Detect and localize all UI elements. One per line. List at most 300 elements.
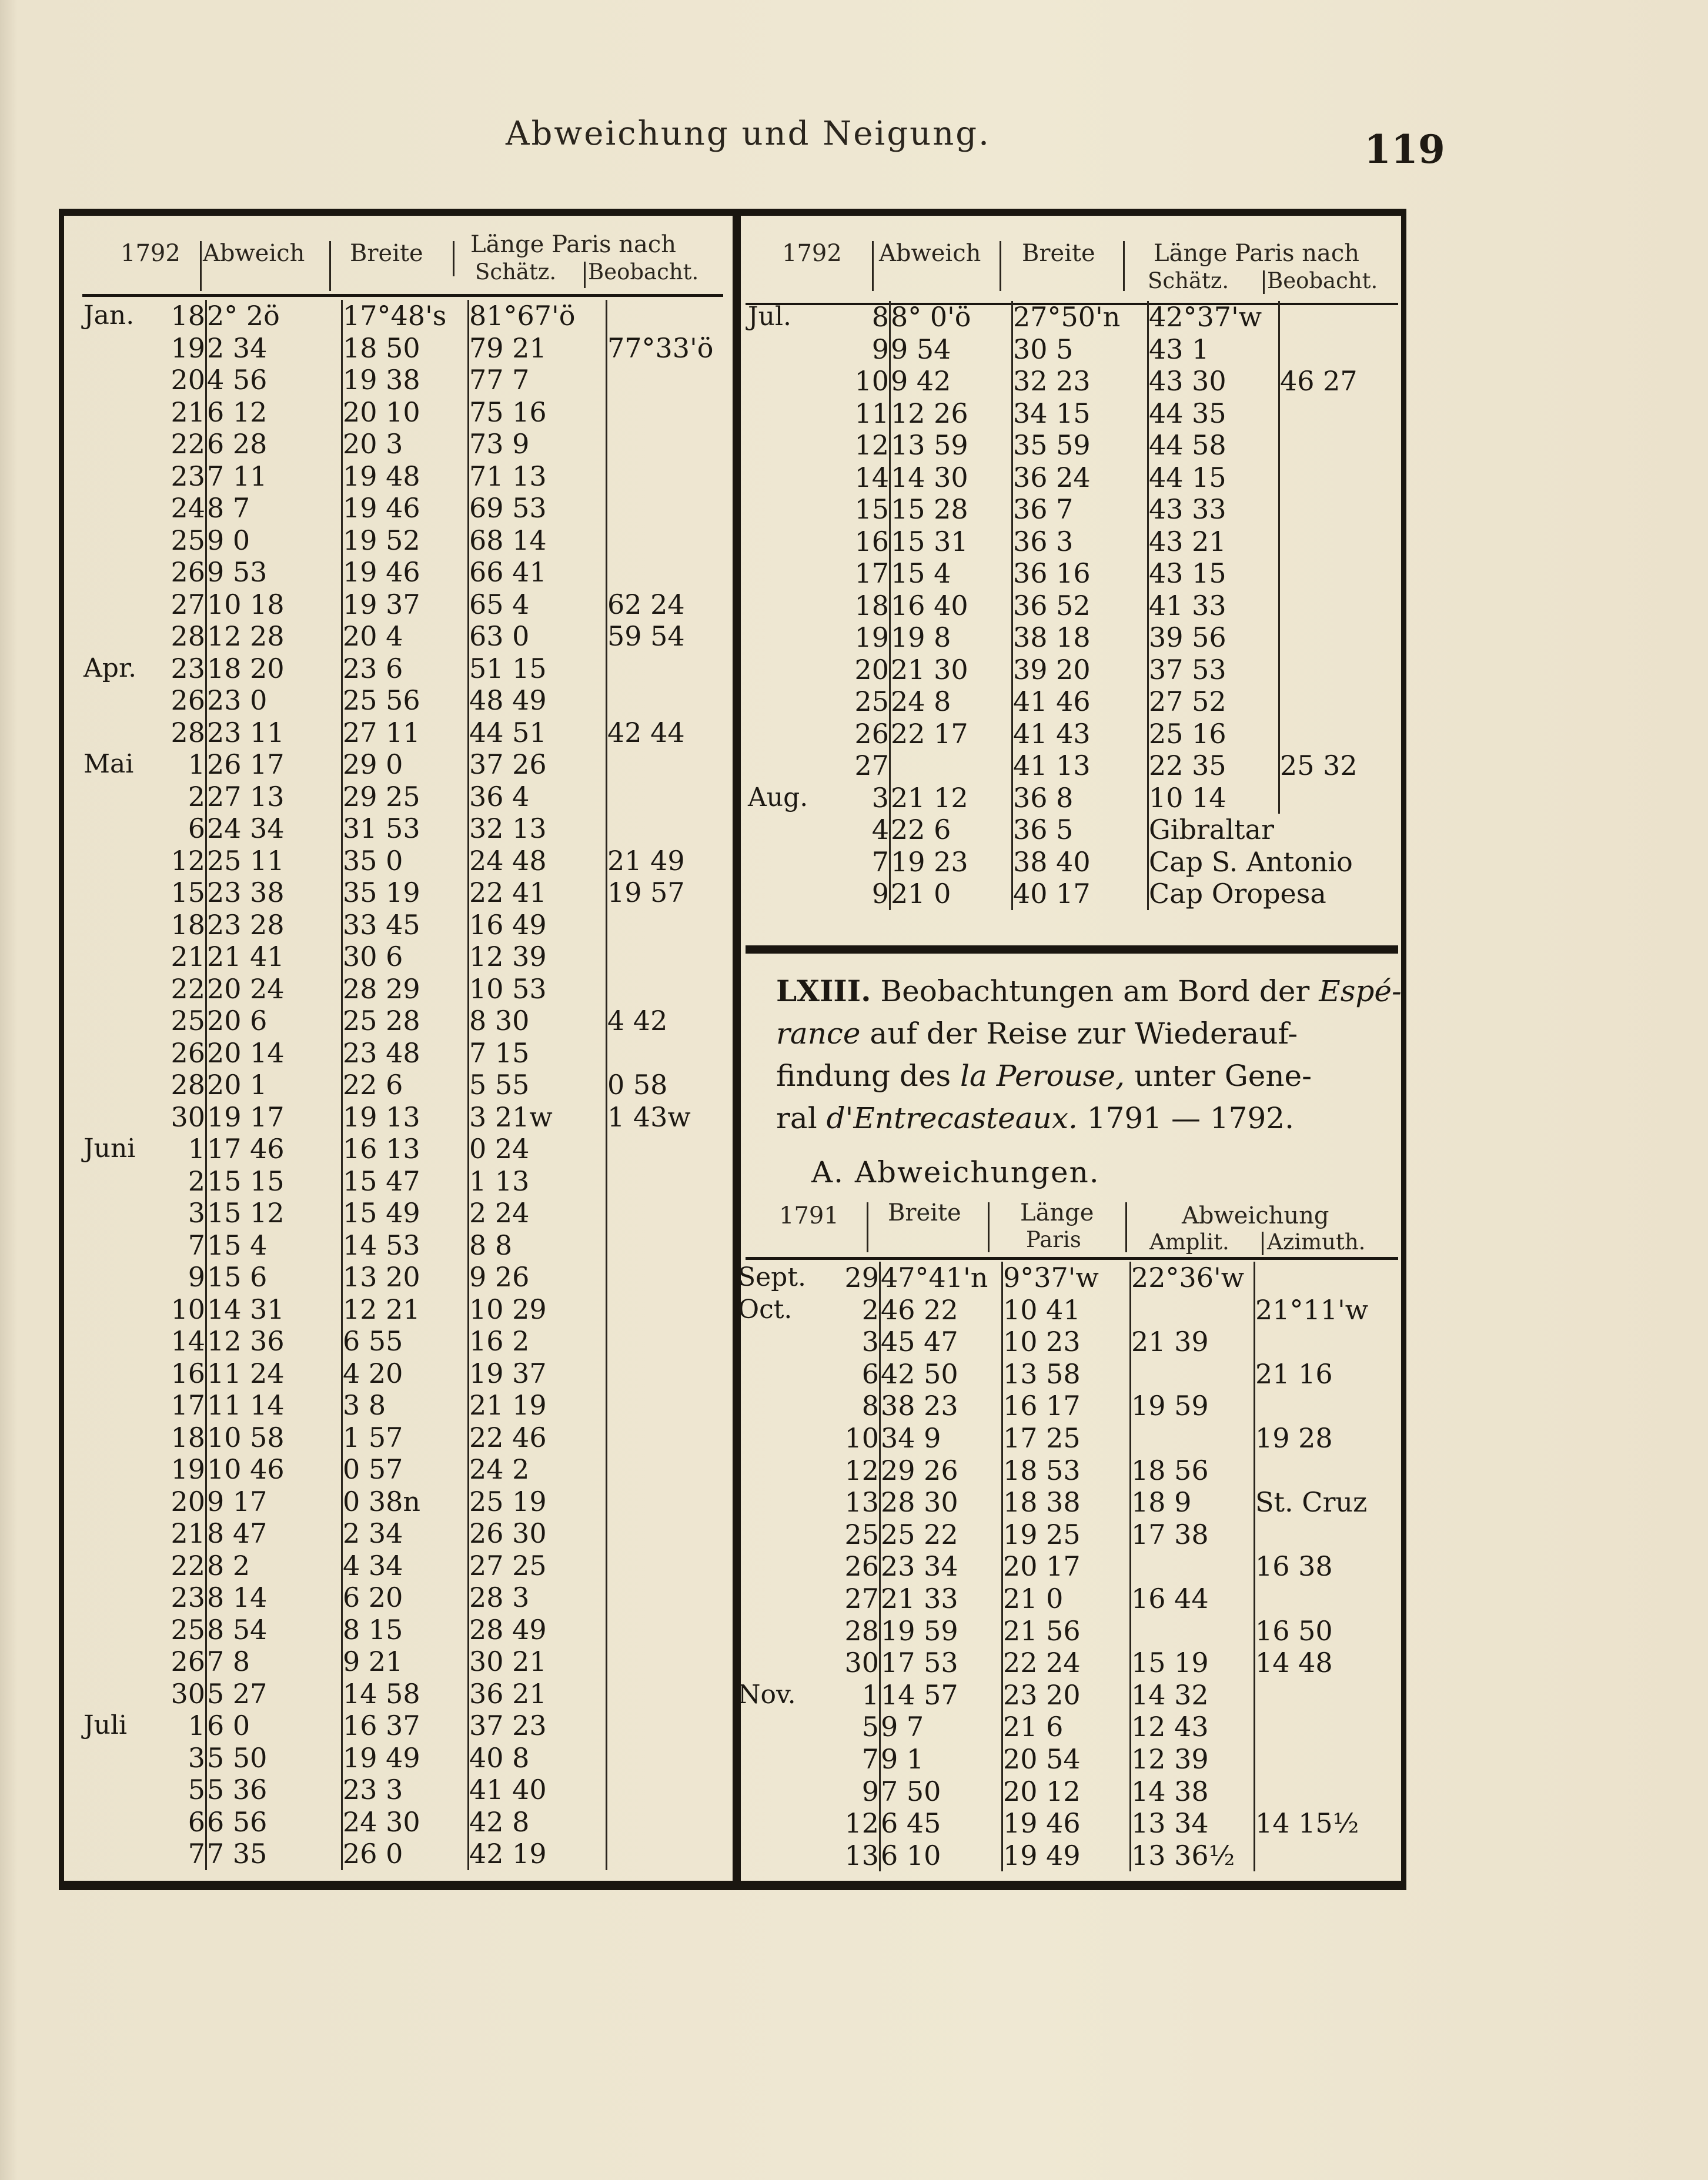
section-line: [776, 1012, 1393, 1055]
table2-row-cell: 22°36'w: [1131, 1262, 1255, 1294]
left-table-row-cell: 5 36: [206, 1774, 342, 1806]
right-table-row-cell: 41 43: [1012, 718, 1148, 750]
right-table-row-cell: 3: [871, 781, 889, 814]
left-table-row-cell: 73 9: [469, 428, 607, 460]
table2-row-cell: 47°41'n: [880, 1262, 1002, 1294]
left-table-row: [83, 1453, 734, 1486]
left-table-row-cell: [83, 684, 163, 717]
section-text-italic: la Perouse,: [960, 1059, 1125, 1093]
table2-row-cell: 17 38: [1131, 1519, 1255, 1551]
left-table-row-cell: 19 37: [469, 1358, 607, 1390]
table2-row: [738, 1390, 1382, 1422]
table2-row-cell: 29 26: [880, 1455, 1002, 1487]
right-table-row-cell: 27°50'n: [1012, 301, 1148, 333]
left-table-row-cell: 11 14: [206, 1389, 342, 1422]
table2-row-cell: 18 53: [1002, 1455, 1131, 1487]
left-table-row-cell: 26: [171, 684, 205, 716]
right-table-row-cell: 36 7: [1012, 493, 1148, 526]
table2-row-cell: [738, 1807, 826, 1840]
left-table-row-cell: 26 0: [342, 1838, 469, 1870]
table2-row-cell: 18 38: [1002, 1486, 1131, 1519]
left-table-row-cell: 27: [171, 588, 205, 620]
left-table-row-cell: 23 38: [206, 877, 342, 909]
left-table-row-cell: 37 26: [469, 748, 607, 781]
left-table-row-cell: 21: [171, 941, 205, 972]
right-table-row-cell: [890, 750, 1012, 782]
table2-row-cell: 16 50: [1255, 1615, 1382, 1647]
table2-row-cell: 20 12: [1002, 1776, 1131, 1808]
left-table-row-cell: [83, 1550, 163, 1582]
table2-row-cell: 9°37'w: [1002, 1262, 1131, 1294]
left-table-row-cell: [83, 1037, 163, 1069]
table2-row-cell: 19 59: [880, 1615, 1002, 1647]
left-table-row-cell: [83, 1806, 163, 1838]
left-table-row-cell: 30 21: [469, 1646, 607, 1678]
left-table-row-cell: 9 0: [206, 524, 342, 557]
table2-row-cell: Oct.: [738, 1294, 793, 1325]
left-table-row-cell: [607, 1550, 734, 1582]
left-table-row-cell: [83, 813, 163, 845]
right-table-row-cell: [748, 621, 836, 654]
left-table-row: [83, 1581, 734, 1614]
table2-header-breite: Breite: [888, 1199, 961, 1226]
table2-row-cell: Nov.: [738, 1679, 796, 1710]
left-table-row-cell: [83, 1581, 163, 1614]
left-header-breite: Breite: [350, 240, 423, 267]
section-text: Beobachtungen am Bord der: [871, 974, 1319, 1008]
left-table-row-cell: 25: [171, 524, 205, 556]
table2-row-cell: 30: [844, 1647, 879, 1679]
left-table-row-cell: 0 24: [469, 1133, 607, 1165]
table2-row: [738, 1455, 1382, 1487]
left-table-row-cell: 18: [171, 1421, 205, 1453]
left-table-row: [83, 1517, 734, 1550]
left-table-row-cell: [83, 524, 163, 557]
table2-row-cell: [738, 1519, 826, 1551]
table2-row-cell: 13 36½: [1131, 1840, 1255, 1872]
right-table-row-cell: 32 23: [1012, 365, 1148, 397]
left-table-row-cell: 3: [188, 1741, 205, 1774]
right-table-row-cell: 38 40: [1012, 846, 1148, 878]
right-table-row-cell: 16 40: [890, 590, 1012, 622]
left-table-row-cell: [83, 1453, 163, 1486]
left-header-rule: [329, 241, 331, 291]
table2-row-cell: 10: [844, 1422, 879, 1454]
left-header-laenge: Länge Paris nach: [470, 231, 677, 258]
left-table-row-cell: 9: [188, 1261, 205, 1293]
left-table-row-cell: 20 10: [342, 396, 469, 429]
left-table-row-cell: 1: [188, 1710, 205, 1741]
right-table-row-cell: 9: [871, 333, 889, 365]
table2-row-cell: 19 59: [1131, 1390, 1255, 1422]
left-table-row-cell: 3: [188, 1197, 205, 1229]
left-table-row-cell: 14: [171, 1325, 205, 1357]
left-table-row-cell: 6 20: [342, 1581, 469, 1614]
right-table-row-cell: [1279, 429, 1410, 462]
left-table-row-cell: 2: [188, 780, 205, 813]
right-table-row-cell: 25 32: [1279, 750, 1410, 782]
right-table-row: [748, 462, 1409, 494]
table2-row-cell: [1131, 1550, 1255, 1583]
left-table-row: [83, 1614, 734, 1646]
table2-row-cell: 18 56: [1131, 1455, 1255, 1487]
right-header-schaetz: Schätz.: [1148, 268, 1229, 293]
table2-row-cell: 15 19: [1131, 1647, 1255, 1679]
section-line: [776, 970, 1402, 1012]
left-table-row-cell: [607, 1678, 734, 1710]
table2-row-cell: 42 50: [880, 1358, 1002, 1390]
left-table-row-cell: 13 20: [342, 1261, 469, 1293]
left-table-row-cell: 26 30: [469, 1517, 607, 1550]
right-table-row-cell: Gibraltar: [1148, 814, 1410, 846]
left-table-row-cell: 21: [171, 1517, 205, 1549]
left-table-row: [83, 1774, 734, 1806]
left-table-row-cell: [607, 1742, 734, 1774]
left-table-row: [83, 1197, 734, 1229]
table2-header-amplit: Amplit.: [1149, 1229, 1229, 1255]
table2-row-cell: 25: [844, 1518, 879, 1550]
left-table-row: [83, 1133, 734, 1165]
right-table-row-cell: 11: [854, 397, 889, 429]
left-table-row-cell: [83, 717, 163, 749]
table2-row-cell: [1255, 1679, 1382, 1711]
left-table-row-cell: 27 11: [342, 717, 469, 749]
left-table-row-cell: 30: [171, 1677, 205, 1710]
left-table-row-cell: [83, 781, 163, 813]
left-table-row: [83, 813, 734, 845]
right-table-row-cell: 43 33: [1148, 493, 1279, 526]
left-table-row-cell: 0 38n: [342, 1486, 469, 1518]
table2-header-rule: [988, 1202, 990, 1252]
left-table-row-cell: 81°67'ö: [469, 300, 607, 332]
right-table-row: [748, 590, 1409, 622]
left-table-row-cell: 20 1: [206, 1069, 342, 1101]
left-table-row-cell: 19 49: [342, 1742, 469, 1774]
right-table-row-cell: [1279, 590, 1410, 622]
left-table-row-cell: 35 19: [342, 877, 469, 909]
table2-row: [738, 1262, 1382, 1294]
left-table-row-cell: [607, 1710, 734, 1742]
left-table-row-cell: 15 47: [342, 1165, 469, 1198]
left-table-row-cell: [607, 1261, 734, 1293]
table2-row-cell: 21 39: [1131, 1326, 1255, 1358]
left-table-row-cell: [607, 781, 734, 813]
right-table-row: [748, 429, 1409, 462]
left-table-row-cell: 7: [188, 1838, 205, 1870]
left-table-row-cell: [607, 1325, 734, 1358]
left-table-row-cell: 6 0: [206, 1710, 342, 1742]
right-table-row-cell: 41 33: [1148, 590, 1279, 622]
left-table-row: [83, 1389, 734, 1422]
right-table-row: [748, 878, 1409, 910]
left-table-row-cell: 8 47: [206, 1517, 342, 1550]
left-table-row: [83, 653, 734, 685]
left-table-row-cell: [607, 813, 734, 845]
right-table-row-cell: 22 17: [890, 718, 1012, 750]
left-table-row-cell: 19 46: [342, 556, 469, 589]
left-table-row-cell: [83, 396, 163, 429]
left-table-row-cell: 15: [171, 877, 205, 908]
left-table-row-cell: 23 48: [342, 1037, 469, 1069]
left-table-row-cell: 21: [171, 396, 205, 428]
left-table-row-cell: 16 13: [342, 1133, 469, 1165]
right-table-row: [748, 621, 1409, 654]
right-table-row-cell: 10: [854, 365, 889, 397]
right-table-row: [748, 493, 1409, 526]
left-table-row-cell: 20 3: [342, 428, 469, 460]
table2-row-cell: [1255, 1455, 1382, 1487]
left-table-row-cell: 8 14: [206, 1581, 342, 1614]
right-table-row-cell: [1279, 557, 1410, 590]
left-table-row-cell: [83, 620, 163, 653]
left-table-row-cell: 77 7: [469, 364, 607, 396]
right-table-row-cell: [1279, 333, 1410, 366]
right-table-row-cell: 36 24: [1012, 462, 1148, 494]
right-table-row-cell: 16: [854, 525, 889, 557]
table2-row-cell: 29: [844, 1262, 879, 1293]
right-header-rule: [1263, 270, 1265, 294]
left-table-row-cell: [83, 909, 163, 941]
table2-header-laenge: Länge: [1020, 1199, 1094, 1226]
table2-row-cell: [738, 1550, 826, 1583]
left-table-row-cell: [607, 1646, 734, 1678]
right-table-row-cell: 22 35: [1148, 750, 1279, 782]
left-table-row: [83, 1069, 734, 1101]
right-table-row-cell: 24 8: [890, 686, 1012, 718]
table2-row-cell: 19 49: [1002, 1840, 1131, 1872]
left-table-row-cell: 29 25: [342, 781, 469, 813]
table2-row-cell: 6 10: [880, 1840, 1002, 1872]
right-table-row: [748, 814, 1409, 846]
left-table-row-cell: [607, 1389, 734, 1422]
left-table-row-cell: [83, 1101, 163, 1134]
table2-row-cell: [738, 1326, 826, 1358]
left-table-row: [83, 1678, 734, 1710]
left-table-row-cell: 17°48's: [342, 300, 469, 332]
left-table-row-cell: 25: [171, 1005, 205, 1036]
left-table-row-cell: [83, 1325, 163, 1358]
left-table-row-cell: [607, 1358, 734, 1390]
left-table-row-cell: 65 4: [469, 589, 607, 621]
left-table-row-cell: 6 12: [206, 396, 342, 429]
left-table-row-cell: 69 53: [469, 492, 607, 524]
left-table-row-cell: [83, 1229, 163, 1262]
table2-row-cell: [1131, 1615, 1255, 1647]
left-table-row-cell: 14 31: [206, 1293, 342, 1326]
left-table-row-cell: 29 0: [342, 748, 469, 781]
left-table-row-cell: 22 41: [469, 877, 607, 909]
left-table-row-cell: 62 24: [607, 589, 734, 621]
table2-row-cell: 3: [861, 1326, 879, 1358]
right-table-row-cell: 26: [854, 717, 889, 750]
right-table-row: [748, 557, 1409, 590]
table2-row-cell: 23 20: [1002, 1679, 1131, 1711]
table2-row: [738, 1519, 1382, 1551]
left-table-row-cell: 33 45: [342, 909, 469, 941]
right-table-row-cell: 43 15: [1148, 557, 1279, 590]
table2-row-cell: [738, 1486, 826, 1519]
right-table-row-cell: [748, 654, 836, 686]
right-table-row-cell: 12: [854, 429, 889, 461]
right-table-row: [748, 750, 1409, 782]
left-table-row: [83, 1037, 734, 1069]
left-table-row-cell: 71 13: [469, 460, 607, 493]
left-table-row-cell: 18: [171, 908, 205, 941]
left-table-row-cell: 18 50: [342, 332, 469, 365]
left-table-row-cell: 22: [171, 428, 205, 460]
left-table-row-cell: 21 41: [206, 941, 342, 973]
left-table-row: [83, 1486, 734, 1518]
left-table-row-cell: 1: [188, 748, 205, 780]
left-table-row-cell: 6: [188, 813, 205, 844]
right-table-row: [748, 333, 1409, 366]
right-table-row-cell: [748, 526, 836, 558]
right-table-row-cell: 10 14: [1148, 782, 1279, 814]
right-table-row-cell: [748, 397, 836, 430]
left-table-row-cell: 2 34: [342, 1517, 469, 1550]
left-table-row: [83, 1422, 734, 1454]
left-table-row-cell: 4 42: [607, 1005, 734, 1037]
right-table-row-cell: 36 16: [1012, 557, 1148, 590]
left-table-row-cell: 10: [171, 1293, 205, 1325]
right-table-row: [748, 301, 1409, 333]
section-text-italic: rance: [776, 1017, 861, 1051]
right-table-row-cell: 21 30: [890, 654, 1012, 686]
table2-row-cell: [738, 1711, 826, 1743]
left-table-row-cell: [83, 1614, 163, 1646]
right-table-row-cell: [1279, 621, 1410, 654]
table2-row-cell: [738, 1615, 826, 1647]
left-table-row-cell: [83, 1422, 163, 1454]
table2-row-cell: 10 41: [1002, 1294, 1131, 1326]
left-table-row-cell: 14 53: [342, 1229, 469, 1262]
left-table-row-cell: 15 15: [206, 1165, 342, 1198]
table2-row-cell: 12: [844, 1807, 879, 1840]
right-table-row-cell: 43 1: [1148, 333, 1279, 366]
right-table-row-cell: 40 17: [1012, 878, 1148, 910]
left-table-row-cell: 24 30: [342, 1806, 469, 1838]
left-table-row-cell: 68 14: [469, 524, 607, 557]
table2-row-cell: 19 25: [1002, 1519, 1131, 1551]
left-table-row-cell: 37 23: [469, 1710, 607, 1742]
left-table-row-cell: 44 51: [469, 717, 607, 749]
table2-row-cell: [1255, 1390, 1382, 1422]
left-table-row: [83, 1293, 734, 1326]
left-table-row-cell: [607, 1486, 734, 1518]
left-table-row: [83, 460, 734, 493]
table2-row-cell: [1131, 1358, 1255, 1390]
left-table-row-cell: [607, 684, 734, 717]
table2-row-cell: 16 17: [1002, 1390, 1131, 1422]
left-table-row-cell: [607, 1165, 734, 1198]
right-table-row: [748, 718, 1409, 750]
table2-row-cell: 16 44: [1131, 1583, 1255, 1615]
table2-row-cell: [1255, 1840, 1382, 1872]
right-table-row-cell: [1279, 397, 1410, 430]
left-header-year: 1792: [121, 240, 181, 267]
left-table-row: [83, 1710, 734, 1742]
left-table-row-cell: 4 34: [342, 1550, 469, 1582]
left-table-row: [83, 1806, 734, 1838]
left-table-row-cell: 16 2: [469, 1325, 607, 1358]
right-header-abweich: Abweich: [879, 240, 981, 267]
right-table-row-cell: 19: [854, 621, 889, 653]
table2-header-paris: Paris: [1026, 1227, 1081, 1252]
left-table-row-cell: 19 13: [342, 1101, 469, 1134]
left-table-row-cell: 22 6: [342, 1069, 469, 1101]
left-table-row-cell: [607, 556, 734, 589]
left-table-row-cell: [83, 460, 163, 493]
left-table-row-cell: 21 49: [607, 845, 734, 877]
right-table-row-cell: Cap Oropesa: [1148, 878, 1410, 910]
right-table-row-cell: 8° 0'ö: [890, 301, 1012, 333]
left-table-row-cell: 35 0: [342, 845, 469, 877]
left-table-row-cell: [83, 1165, 163, 1198]
left-table-row-cell: [83, 589, 163, 621]
left-table-row-cell: 28: [171, 620, 205, 652]
section-text: ral: [776, 1101, 827, 1135]
table2-row-cell: 38 23: [880, 1390, 1002, 1422]
left-data-table: [83, 300, 734, 1870]
left-table-row-cell: 1: [188, 1133, 205, 1165]
right-table-row-cell: [1279, 718, 1410, 750]
left-table-row: [83, 877, 734, 909]
left-table-row-cell: [607, 973, 734, 1005]
left-table-row-cell: [607, 364, 734, 396]
left-table-row-cell: 9 26: [469, 1261, 607, 1293]
left-table-row-cell: 21 19: [469, 1389, 607, 1422]
right-header-rule: [872, 241, 874, 291]
section-line: [776, 1055, 1393, 1097]
left-table-row-cell: [83, 973, 163, 1005]
subsection-title: A. Abweichungen.: [811, 1155, 1100, 1189]
right-table-row: [748, 686, 1409, 718]
right-table-row-cell: [748, 557, 836, 590]
left-table-row-cell: 25 19: [469, 1486, 607, 1518]
right-table-row: [748, 397, 1409, 430]
left-table-row-cell: 19 37: [342, 589, 469, 621]
left-table-row-cell: [83, 1678, 163, 1710]
right-table-row-cell: 36 52: [1012, 590, 1148, 622]
right-header-rule: [1000, 241, 1001, 291]
left-table-row-cell: 8 30: [469, 1005, 607, 1037]
left-table-row-cell: 77°33'ö: [607, 332, 734, 365]
table2-row: [738, 1486, 1382, 1519]
left-header-rule: [584, 262, 586, 288]
left-table-row-cell: 10 58: [206, 1422, 342, 1454]
left-table-row-cell: 26: [171, 1646, 205, 1677]
left-table-row-cell: 31 53: [342, 813, 469, 845]
table2-row-cell: [1255, 1326, 1382, 1358]
left-table-row-cell: 22 46: [469, 1422, 607, 1454]
right-table-row: [748, 365, 1409, 397]
left-table-row-cell: [607, 1806, 734, 1838]
table2-row-cell: 9: [861, 1775, 879, 1807]
left-table-row-cell: [83, 332, 163, 365]
table2-row-cell: [738, 1743, 826, 1776]
left-table-row-cell: Jan.: [83, 300, 135, 330]
right-table-row-cell: 17: [854, 557, 889, 589]
left-table-row-cell: [83, 1293, 163, 1326]
left-table-row-cell: 1 43w: [607, 1101, 734, 1134]
left-table-row-cell: Juli: [83, 1710, 128, 1740]
left-table-row-cell: [83, 1742, 163, 1774]
table2-row-cell: 18 9: [1131, 1486, 1255, 1519]
left-table-row-cell: [607, 524, 734, 557]
left-table-row: [83, 909, 734, 941]
table2-row-cell: 6 45: [880, 1807, 1002, 1840]
right-table-row-cell: 27: [854, 750, 889, 781]
